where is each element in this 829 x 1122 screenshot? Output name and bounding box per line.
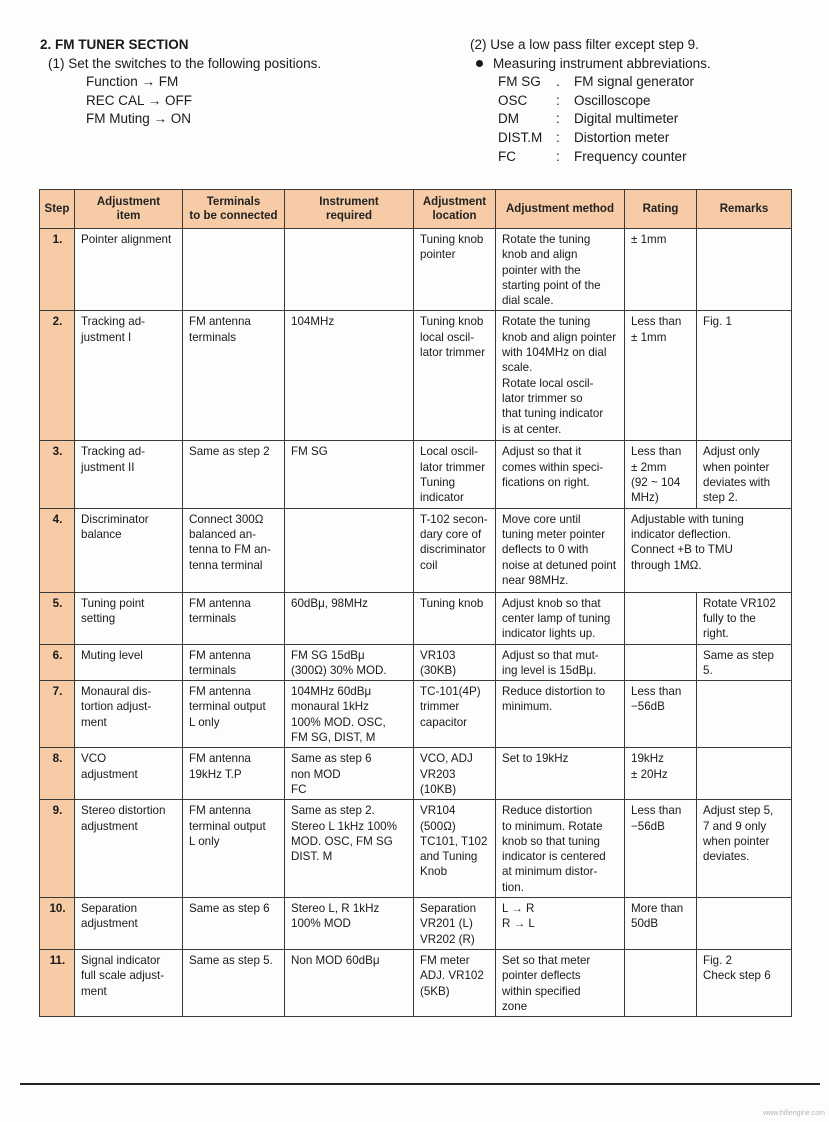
cell-terminals: Same as step 6: [183, 898, 285, 950]
cell-item: Discriminator balance: [75, 508, 183, 592]
cell-location: Local oscil- lator trimmer Tuning indicator: [414, 441, 496, 508]
table-row: [40, 441, 792, 508]
cell-location: VCO, ADJ VR203 (10KB): [414, 748, 496, 800]
col-header-rating: Rating: [625, 190, 697, 229]
cell-instrument: 104MHz: [285, 311, 414, 441]
cell-location: Separation VR201 (L) VR202 (R): [414, 898, 496, 950]
abbreviation-row: [470, 148, 711, 167]
bottom-rule: [20, 1083, 820, 1085]
cell-instrument: Same as step 2. Stereo L 1kHz 100% MOD. OSC, FM SG DIST. M: [285, 800, 414, 898]
cell-step: 9.: [40, 800, 75, 898]
cell-item: Tracking ad- justment I: [75, 311, 183, 441]
abbreviation-sep: :: [556, 111, 560, 127]
cell-remarks: [697, 748, 792, 800]
cell-location: TC-101(4P) trimmer capacitor: [414, 681, 496, 748]
bullet-icon: [476, 60, 483, 67]
table-row: [40, 311, 792, 441]
cell-terminals: Same as step 2: [183, 441, 285, 508]
cell-item: Signal indicator full scale adjust- ment: [75, 949, 183, 1016]
cell-remarks: Fig. 2 Check step 6: [697, 949, 792, 1016]
switch-position: Function → FM: [86, 74, 179, 90]
col-header-location: Adjustment location: [414, 190, 496, 229]
cell-step: 2.: [40, 311, 75, 441]
abbreviation-code: DIST.M: [498, 129, 543, 145]
cell-step: 6.: [40, 644, 75, 681]
cell-remarks: [697, 681, 792, 748]
table-row: [40, 592, 792, 644]
cell-instrument: [285, 508, 414, 592]
cell-rating: Less than −56dB: [625, 800, 697, 898]
cell-remarks: Same as step 5.: [697, 644, 792, 681]
cell-terminals: FM antenna terminal output L only: [183, 681, 285, 748]
cell-instrument: Non MOD 60dBμ: [285, 949, 414, 1016]
cell-remarks: Adjust only when pointer deviates with step 2.: [697, 441, 792, 508]
cell-item: Tracking ad- justment II: [75, 441, 183, 508]
col-header-method: Adjustment method: [496, 190, 625, 229]
abbreviation-meaning: Digital multimeter: [574, 111, 679, 127]
cell-step: 1.: [40, 229, 75, 311]
cell-step: 11.: [40, 949, 75, 1016]
table-row: [40, 644, 792, 681]
cell-method: Set to 19kHz: [496, 748, 625, 800]
cell-rating: [625, 644, 697, 681]
cell-step: 3.: [40, 441, 75, 508]
cell-instrument: Stereo L, R 1kHz 100% MOD: [285, 898, 414, 950]
cell-step: 7.: [40, 681, 75, 748]
cell-method: Reduce distortion to minimum.: [496, 681, 625, 748]
col-header-instrument: Instrument required: [285, 190, 414, 229]
table-row: [40, 949, 792, 1016]
col-header-step: Step: [40, 190, 75, 229]
cell-terminals: Connect 300Ω balanced an- tenna to FM an- tenna terminal: [183, 508, 285, 592]
table-row: [40, 508, 792, 592]
abbreviation-row: [470, 92, 711, 111]
adjustment-table: [39, 189, 792, 1017]
table-header-row: [40, 190, 792, 229]
cell-location: Tuning knob: [414, 592, 496, 644]
abbreviation-sep: :: [556, 148, 560, 164]
cell-rating: More than 50dB: [625, 898, 697, 950]
cell-rating: [625, 592, 697, 644]
abbreviation-list: [470, 73, 711, 166]
cell-terminals: FM antenna terminals: [183, 592, 285, 644]
source-credit: www.hifiengine.com: [763, 1110, 825, 1117]
cell-remarks: [697, 898, 792, 950]
right-instructions: [470, 36, 711, 166]
switch-position: FM Muting → ON: [86, 111, 192, 127]
cell-rating-merged: Adjustable with tuning indicator deflection. Connect +B to TMU through 1MΩ.: [625, 508, 792, 592]
section-title: 2. FM TUNER SECTION: [40, 37, 189, 52]
abbreviation-meaning: Distortion meter: [574, 129, 670, 145]
cell-location: T-102 secon- dary core of discriminator coil: [414, 508, 496, 592]
cell-instrument: Same as step 6 non MOD FC: [285, 748, 414, 800]
abbreviation-sep: :: [556, 129, 560, 145]
cell-instrument: FM SG 15dBμ (300Ω) 30% MOD.: [285, 644, 414, 681]
cell-rating: Less than −56dB: [625, 681, 697, 748]
table-row: [40, 898, 792, 950]
switch-instruction: (1) Set the switches to the following positions.: [48, 55, 322, 71]
col-header-remarks: Remarks: [697, 190, 792, 229]
cell-step: 8.: [40, 748, 75, 800]
cell-method: L → R R → L: [496, 898, 625, 950]
cell-remarks: Fig. 1: [697, 311, 792, 441]
table-row: [40, 229, 792, 311]
cell-terminals: FM antenna terminal output L only: [183, 800, 285, 898]
cell-location: VR104 (500Ω) TC101, T102 and Tuning Knob: [414, 800, 496, 898]
cell-item: VCO adjustment: [75, 748, 183, 800]
cell-location: Tuning knob pointer: [414, 229, 496, 311]
cell-location: VR103 (30KB): [414, 644, 496, 681]
cell-terminals: [183, 229, 285, 311]
table-row: [40, 800, 792, 898]
abbreviation-sep: :: [556, 92, 560, 108]
cell-rating: 19kHz ± 20Hz: [625, 748, 697, 800]
cell-item: Muting level: [75, 644, 183, 681]
cell-item: Stereo distortion adjustment: [75, 800, 183, 898]
switch-position: REC CAL → OFF: [86, 92, 193, 108]
cell-item: Tuning point setting: [75, 592, 183, 644]
cell-instrument: [285, 229, 414, 311]
cell-method: Rotate the tuning knob and align pointer with the starting point of the dial scale.: [496, 229, 625, 311]
cell-location: FM meter ADJ. VR102 (5KB): [414, 949, 496, 1016]
abbreviation-code: FM SG: [498, 74, 541, 90]
cell-step: 4.: [40, 508, 75, 592]
cell-method: Adjust so that it comes within speci- fications on right.: [496, 441, 625, 508]
abbreviation-meaning: FM signal generator: [574, 74, 695, 90]
cell-item: Separation adjustment: [75, 898, 183, 950]
cell-method: Move core until tuning meter pointer deflects to 0 with noise at detuned point near 98MHz.: [496, 508, 625, 592]
col-header-item: Adjustment item: [75, 190, 183, 229]
cell-item: Pointer alignment: [75, 229, 183, 311]
cell-remarks: [697, 229, 792, 311]
cell-instrument: 104MHz 60dBμ monaural 1kHz 100% MOD. OSC, FM SG, DIST, M: [285, 681, 414, 748]
abbreviation-row: [470, 73, 711, 92]
cell-terminals: Same as step 5.: [183, 949, 285, 1016]
abbreviation-meaning: Oscilloscope: [574, 92, 651, 108]
cell-step: 5.: [40, 592, 75, 644]
cell-location: Tuning knob local oscil- lator trimmer: [414, 311, 496, 441]
abbreviation-row: [470, 110, 711, 129]
cell-item: Monaural dis- tortion adjust- ment: [75, 681, 183, 748]
abbreviation-meaning: Frequency counter: [574, 148, 687, 164]
table-row: [40, 748, 792, 800]
abbrev-heading: Measuring instrument abbreviations.: [470, 55, 711, 74]
cell-instrument: FM SG: [285, 441, 414, 508]
col-header-terminals: Terminals to be connected: [183, 190, 285, 229]
abbreviation-code: FC: [498, 148, 516, 164]
cell-terminals: FM antenna 19kHz T.P: [183, 748, 285, 800]
abbreviation-row: [470, 129, 711, 148]
abbreviation-sep: .: [556, 74, 560, 90]
section-header: [40, 36, 800, 176]
cell-rating: ± 1mm: [625, 229, 697, 311]
table-body: [40, 229, 792, 1017]
cell-terminals: FM antenna terminals: [183, 311, 285, 441]
cell-method: Reduce distortion to minimum. Rotate knob so that tuning indicator is centered at minimum distor- tion.: [496, 800, 625, 898]
cell-method: Adjust so that mut- ing level is 15dBμ.: [496, 644, 625, 681]
cell-method: Adjust knob so that center lamp of tuning indicator lights up.: [496, 592, 625, 644]
left-instructions: [40, 36, 321, 129]
cell-rating: [625, 949, 697, 1016]
filter-note: (2) Use a low pass filter except step 9.: [470, 37, 699, 52]
abbreviation-code: DM: [498, 111, 519, 127]
cell-remarks: Adjust step 5, 7 and 9 only when pointer deviates.: [697, 800, 792, 898]
cell-method: Set so that meter pointer deflects within specified zone: [496, 949, 625, 1016]
cell-remarks: Rotate VR102 fully to the right.: [697, 592, 792, 644]
cell-rating: Less than ± 2mm (92 ~ 104 MHz): [625, 441, 697, 508]
cell-step: 10.: [40, 898, 75, 950]
table-row: [40, 681, 792, 748]
cell-terminals: FM antenna terminals: [183, 644, 285, 681]
cell-instrument: 60dBμ, 98MHz: [285, 592, 414, 644]
cell-method: Rotate the tuning knob and align pointer with 104MHz on dial scale. Rotate local oscil- lator trimmer so that tuning indicator is at center.: [496, 311, 625, 441]
cell-rating: Less than ± 1mm: [625, 311, 697, 441]
abbreviation-code: OSC: [498, 92, 528, 108]
